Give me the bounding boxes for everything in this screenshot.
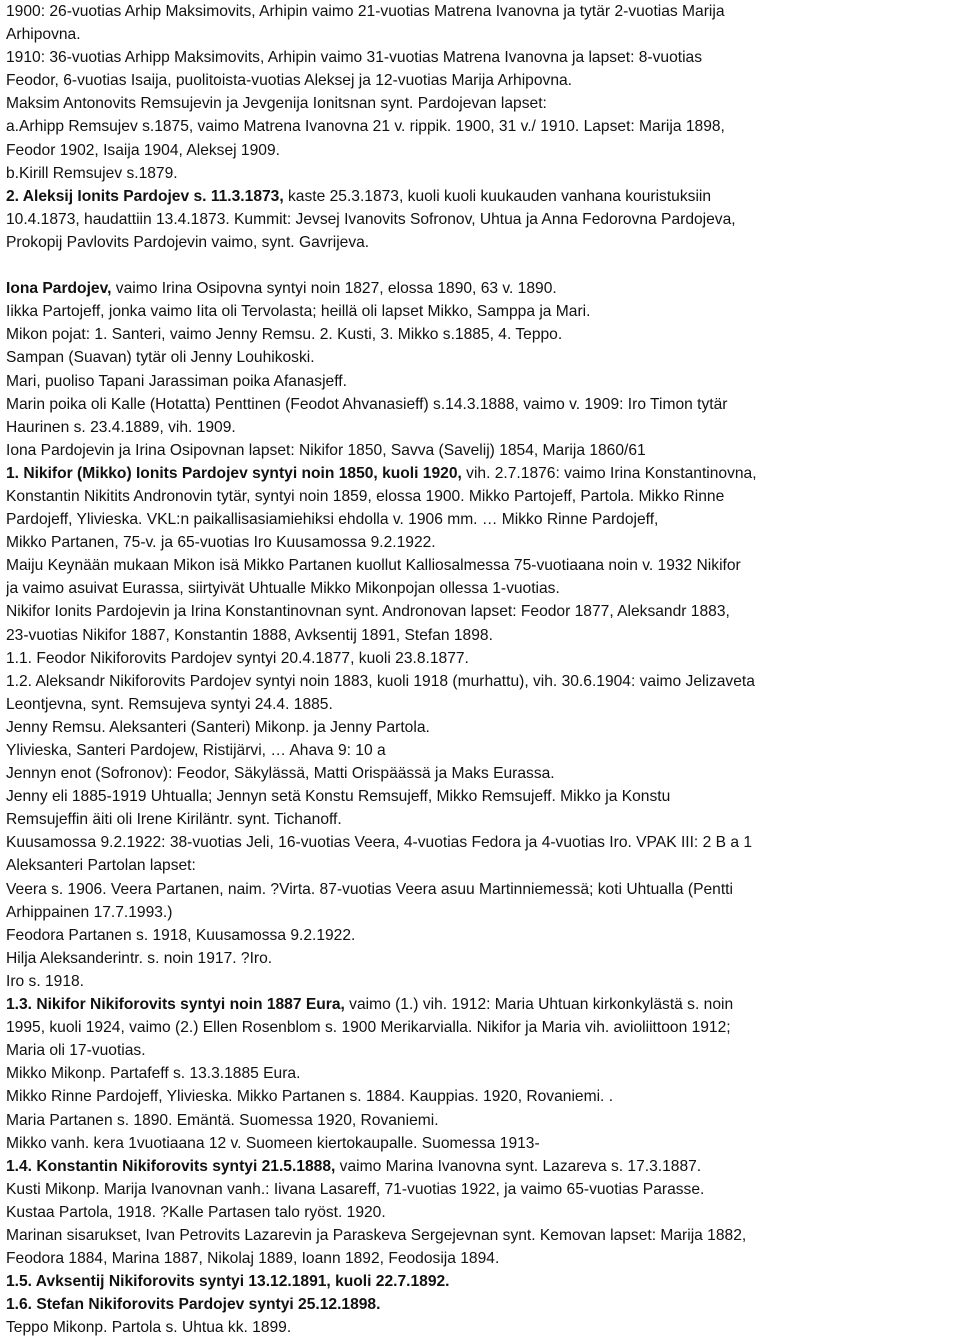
text-line: a.Arhipp Remsujev s.1875, vaimo Matrena Ivanovna 21 v. rippik. 1900, 31 v./ 1910. Lapset: Marija 1898,: [6, 118, 725, 136]
text-run: vaimo Irina Osipovna syntyi noin 1827, elossa 1890, 63 v. 1890.: [111, 280, 557, 298]
text-line: Jenny eli 1885-1919 Uhtualla; Jennyn setä Konstu Remsujeff, Mikko Remsujeff. Mikko ja Konstu: [6, 788, 671, 806]
text-line: Ylivieska, Santeri Pardojew, Ristijärvi, … Ahava 9: 10 a: [6, 742, 386, 759]
text-run: vaimo (1.) vih. 1912: Maria Uhtuan kirkonkylästä s. noin: [344, 996, 734, 1014]
text-line: Feodora Partanen s. 1918, Kuusamossa 9.2.1922.: [6, 926, 356, 944]
text-line: Pardojeff, Ylivieska. VKL:n paikallisasiamiehiksi ehdolla v. 1906 mm. … Mikko Rinne Pardojeff,: [6, 511, 659, 529]
text-line: [6, 254, 960, 277]
text-line: Teppo Mikonp. Partola s. Uhtua kk. 1899.: [6, 1319, 292, 1337]
text-line: [6, 993, 960, 1016]
text-line: Konstantin Nikitits Andronovin tytär, syntyi noin 1859, elossa 1900. Mikko Partojeff, Partola. Mikko Rinne: [6, 487, 725, 505]
text-line: Arhipovna.: [6, 26, 81, 44]
text-line: [6, 1270, 960, 1293]
text-line: ja vaimo asuivat Eurassa, siirtyivät Uhtualle Mikko Mikonpojan ollessa 1-vuotias.: [6, 580, 560, 598]
text-line: Kusti Mikonp. Marija Ivanovnan vanh.: Iivana Lasareff, 71-vuotias 1922, ja vaimo 65-vuotias Parasse.: [6, 1180, 705, 1198]
text-line: Jennyn enot (Sofronov): Feodor, Säkylässä, Matti Orispäässä ja Maks Eurassa.: [6, 765, 555, 783]
text-line: Feodor, 6-vuotias Isaija, puolitoista-vuotias Aleksej ja 12-vuotias Marija Arhipovna.: [6, 72, 573, 90]
text-line: 1910: 36-vuotias Arhipp Maksimovits, Arhipin vaimo 31-vuotias Matrena Ivanovna ja lapset: 8-vuotias: [6, 49, 703, 67]
text-line: Sampan (Suavan) tytär oli Jenny Louhikoski.: [6, 349, 315, 367]
text-line: Iro s. 1918.: [6, 972, 85, 990]
text-line: 1.2. Aleksandr Nikiforovits Pardojev syntyi noin 1883, kuoli 1918 (murhattu), vih. 30.6.1904: vaimo Jelizaveta: [6, 672, 755, 690]
text-line: Feodor 1902, Isaija 1904, Aleksej 1909.: [6, 141, 280, 159]
text-line: Aleksanteri Partolan lapset:: [6, 857, 196, 875]
text-line: Kuusamossa 9.2.1922: 38-vuotias Jeli, 16-vuotias Veera, 4-vuotias Fedora ja 4-vuotias Iro. VPAK III: 2 B a 1: [6, 834, 753, 852]
text-line: Mikko Mikonp. Partafeff s. 13.3.1885 Eura.: [6, 1065, 301, 1083]
text-line: Maiju Keynään mukaan Mikon isä Mikko Partanen kuollut Kalliosalmessa 75-vuotiaana noin v. 1932 Nikifor: [6, 557, 741, 575]
text-line: Iona Pardojevin ja Irina Osipovnan lapset: Nikifor 1850, Savva (Savelij) 1854, Marija 1860/61: [6, 441, 646, 459]
text-line: Kustaa Partola, 1918. ?Kalle Partasen talo ryöst. 1920.: [6, 1203, 386, 1221]
text-line: Mikon pojat: 1. Santeri, vaimo Jenny Remsu. 2. Kusti, 3. Mikko s.1885, 4. Teppo.: [6, 326, 563, 344]
text-line: Prokopij Pavlovits Pardojevin vaimo, synt. Gavrijeva.: [6, 233, 370, 251]
text-line: Arhippainen 17.7.1993.): [6, 903, 173, 921]
bold-text-run: 1.4. Konstantin Nikiforovits syntyi 21.5.1888,: [6, 1157, 336, 1175]
text-line: [6, 1293, 960, 1316]
text-line: 10.4.1873, haudattiin 13.4.1873. Kummit: Jevsej Ivanovits Sofronov, Uhtua ja Anna Fedorovna Pardojeva,: [6, 210, 736, 228]
text-run: vih. 2.7.1876: vaimo Irina Konstantinovna,: [461, 464, 757, 482]
document-text: [6, 0, 960, 1339]
text-line: Haurinen s. 23.4.1889, vih. 1909.: [6, 418, 236, 436]
text-line: 1900: 26-vuotias Arhip Maksimovits, Arhipin vaimo 21-vuotias Matrena Ivanovna ja tytär 2-vuotias Marija: [6, 3, 725, 20]
text-line: Marin poika oli Kalle (Hotatta) Penttinen (Feodot Ahvanasieff) s.14.3.1888, vaimo v. 1909: Iro Timon tytär: [6, 395, 728, 413]
text-line: Iikka Partojeff, jonka vaimo Iita oli Tervolasta; heillä oli lapset Mikko, Samppa ja Mari.: [6, 303, 591, 321]
text-line: Nikifor Ionits Pardojevin ja Irina Konstantinovnan synt. Andronovan lapset: Feodor 1877, Aleksandr 1883,: [6, 603, 730, 621]
text-line: Marinan sisarukset, Ivan Petrovits Lazarevin ja Paraskeva Sergejevnan synt. Kemovan lapset: Marija 1882,: [6, 1226, 747, 1244]
text-line: Maria Partanen s. 1890. Emäntä. Suomessa 1920, Rovaniemi.: [6, 1111, 439, 1129]
text-line: Remsujeffin äiti oli Irene Kiriläntr. synt. Tichanoff.: [6, 811, 342, 829]
text-line: Maria oli 17-vuotias.: [6, 1042, 146, 1060]
text-line: [6, 1155, 960, 1178]
text-line: Maksim Antonovits Remsujevin ja Jevgenija Ionitsnan synt. Pardojevan lapset:: [6, 95, 547, 113]
text-line: Hilja Aleksanderintr. s. noin 1917. ?Iro.: [6, 949, 273, 967]
text-line: Mikko Partanen, 75-v. ja 65-vuotias Iro Kuusamossa 9.2.1922.: [6, 534, 436, 552]
bold-text-run: Iona Pardojev,: [6, 280, 112, 298]
bold-text-run: 1.6. Stefan Nikiforovits Pardojev syntyi 25.12.1898.: [6, 1296, 381, 1314]
text-line: Mikko vanh. kera 1vuotiaana 12 v. Suomeen kiertokaupalle. Suomessa 1913-: [6, 1134, 540, 1152]
text-line: Mari, puoliso Tapani Jarassiman poika Afanasjeff.: [6, 372, 347, 390]
text-line: 1.1. Feodor Nikiforovits Pardojev syntyi 20.4.1877, kuoli 23.8.1877.: [6, 649, 469, 667]
text-line: Veera s. 1906. Veera Partanen, naim. ?Virta. 87-vuotias Veera asuu Martinniemessä; koti Uhtualla (Pentti: [6, 880, 733, 898]
text-line: [6, 277, 960, 300]
bold-text-run: 1.3. Nikifor Nikiforovits syntyi noin 1887 Eura,: [6, 996, 345, 1014]
text-line: Leontjevna, synt. Remsujeva syntyi 24.4. 1885.: [6, 695, 333, 713]
text-line: 23-vuotias Nikifor 1887, Konstantin 1888, Avksentij 1891, Stefan 1898.: [6, 626, 493, 644]
bold-text-run: 1.5. Avksentij Nikiforovits syntyi 13.12.1891, kuoli 22.7.1892.: [6, 1273, 450, 1291]
text-line: [6, 185, 960, 208]
text-run: kaste 25.3.1873, kuoli kuoli kuukauden vanhana kouristuksiin: [283, 187, 712, 205]
text-line: [6, 462, 960, 485]
text-line: Mikko Rinne Pardojeff, Ylivieska. Mikko Partanen s. 1884. Kauppias. 1920, Rovaniemi. .: [6, 1088, 614, 1106]
bold-text-run: 1. Nikifor (Mikko) Ionits Pardojev syntyi noin 1850, kuoli 1920,: [6, 464, 462, 482]
text-line: 1995, kuoli 1924, vaimo (2.) Ellen Rosenblom s. 1900 Merikarvialla. Nikifor ja Maria vih. avioliittoon 1912;: [6, 1019, 731, 1037]
text-line: b.Kirill Remsujev s.1879.: [6, 164, 178, 182]
bold-text-run: 2. Aleksij Ionits Pardojev s. 11.3.1873,: [6, 187, 284, 205]
text-run: vaimo Marina Ivanovna synt. Lazareva s. 17.3.1887.: [335, 1157, 702, 1175]
text-line: Feodora 1884, Marina 1887, Nikolaj 1889, Ioann 1892, Feodosija 1894.: [6, 1250, 500, 1268]
text-line: Jenny Remsu. Aleksanteri (Santeri) Mikonp. ja Jenny Partola.: [6, 718, 430, 736]
